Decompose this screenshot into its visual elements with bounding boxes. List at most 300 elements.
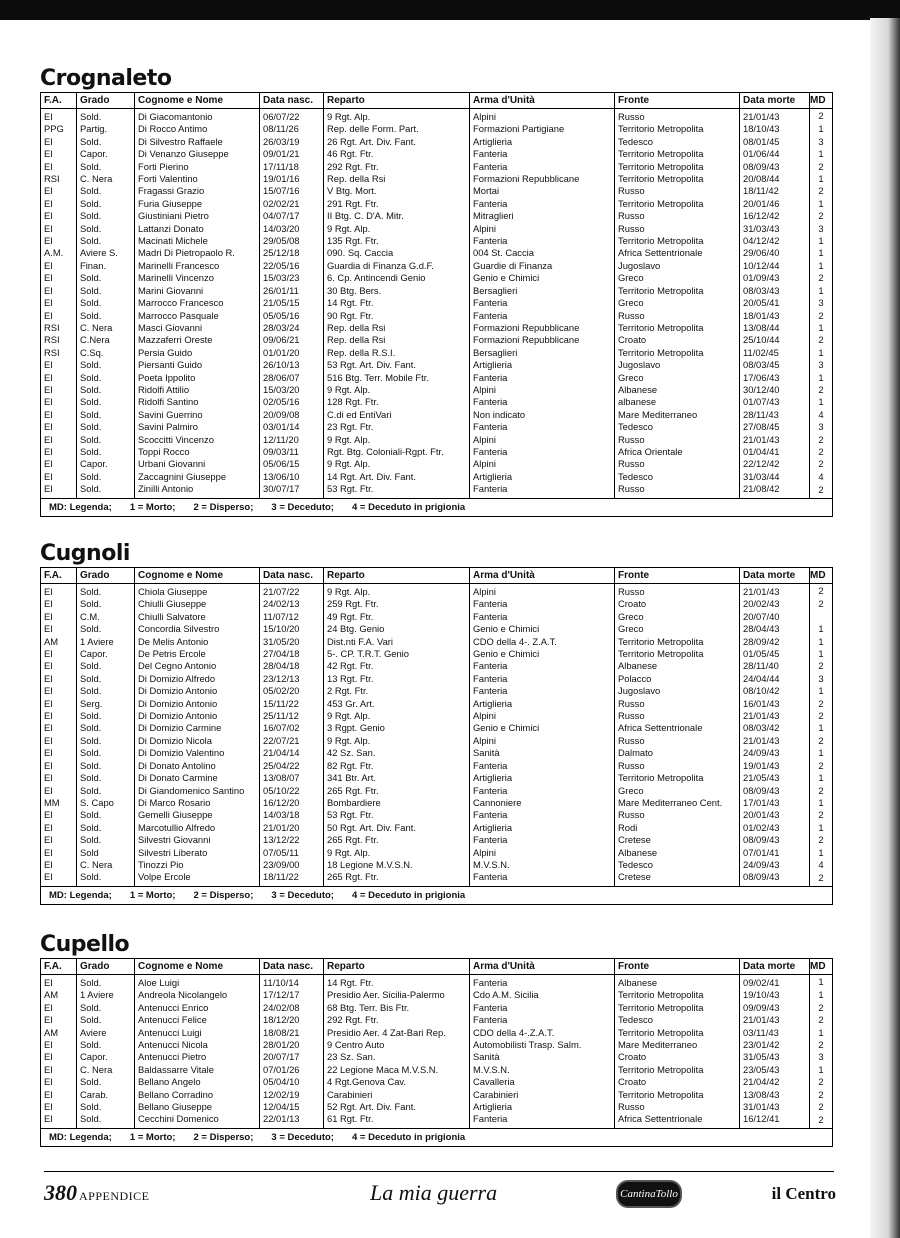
cell-reparto: 22 Legione Maca M.V.S.N. xyxy=(324,1064,470,1076)
cell-fronte: Africa Settentrionale xyxy=(615,722,740,734)
cell-fronte: Territorio Metropolita xyxy=(615,322,740,334)
cell-fronte: Territorio Metropolita xyxy=(615,1002,740,1014)
cell-fronte: Tedesco xyxy=(615,1014,740,1026)
cell-nasc: 20/09/08 xyxy=(260,409,324,421)
cell-nome: Mazzaferri Oreste xyxy=(135,334,260,346)
table-row xyxy=(41,322,833,334)
cell-grado: S. Capo xyxy=(77,797,135,809)
table-row xyxy=(41,989,833,1001)
cell-fa: EI xyxy=(41,483,77,498)
table-row xyxy=(41,673,833,685)
cell-arma: Artiglieria xyxy=(470,1101,615,1113)
cell-morte: 20/07/40 xyxy=(740,611,810,623)
cell-morte: 21/01/43 xyxy=(740,434,810,446)
cell-nome: Savini Palmiro xyxy=(135,421,260,433)
cell-fa: EI xyxy=(41,822,77,834)
cell-reparto: 18 Legione M.V.S.N. xyxy=(324,859,470,871)
cell-reparto: Rep. della R.S.I. xyxy=(324,347,470,359)
cell-nasc: 11/10/14 xyxy=(260,975,324,990)
cell-fronte: Greco xyxy=(615,785,740,797)
cell-fa: EI xyxy=(41,760,77,772)
cell-fronte: Mare Mediterraneo xyxy=(615,409,740,421)
cell-nome: Persia Guido xyxy=(135,347,260,359)
cell-nome: Antenucci Felice xyxy=(135,1014,260,1026)
cell-fa: EI xyxy=(41,1113,77,1128)
cell-nasc: 06/07/22 xyxy=(260,109,324,124)
cell-grado: Sold. xyxy=(77,384,135,396)
cell-nasc: 12/04/15 xyxy=(260,1101,324,1113)
cell-morte: 08/10/42 xyxy=(740,685,810,697)
table-row xyxy=(41,710,833,722)
cell-grado: Sold. xyxy=(77,760,135,772)
cell-morte: 24/09/43 xyxy=(740,859,810,871)
cell-fa: EI xyxy=(41,471,77,483)
cell-arma: Formazioni Repubblicane xyxy=(470,322,615,334)
cell-fa: EI xyxy=(41,1101,77,1113)
cell-reparto: 14 Rgt. Ftr. xyxy=(324,297,470,309)
cell-fronte: Russo xyxy=(615,210,740,222)
cell-arma: Cavalleria xyxy=(470,1076,615,1088)
cell-md: 2 xyxy=(810,584,833,599)
column-header-fa: F.A. xyxy=(41,959,77,975)
cell-morte: 28/11/40 xyxy=(740,660,810,672)
cell-fa: EI xyxy=(41,272,77,284)
cell-fronte: Russo xyxy=(615,584,740,599)
cell-nome: Marinelli Vincenzo xyxy=(135,272,260,284)
cell-nasc: 17/11/18 xyxy=(260,161,324,173)
cell-md: 1 xyxy=(810,989,833,1001)
cell-md: 4 xyxy=(810,409,833,421)
cell-fronte: Russo xyxy=(615,483,740,498)
cell-morte: 16/12/42 xyxy=(740,210,810,222)
cell-morte: 13/08/44 xyxy=(740,322,810,334)
cell-grado: Sold. xyxy=(77,310,135,322)
cell-fa: EI xyxy=(41,1014,77,1026)
cell-nasc: 15/10/20 xyxy=(260,623,324,635)
cell-morte: 08/09/43 xyxy=(740,834,810,846)
cell-nome: Tinozzi Pio xyxy=(135,859,260,871)
cell-md: 2 xyxy=(810,334,833,346)
table-row xyxy=(41,636,833,648)
cell-grado: Sold. xyxy=(77,735,135,747)
cell-nome: Silvestri Giovanni xyxy=(135,834,260,846)
column-header-morte: Data morte xyxy=(740,568,810,584)
cell-fronte: Rodi xyxy=(615,822,740,834)
table-row xyxy=(41,785,833,797)
cell-grado: Sold. xyxy=(77,1076,135,1088)
cell-morte: 21/01/43 xyxy=(740,1014,810,1026)
cell-nasc: 04/07/17 xyxy=(260,210,324,222)
cell-reparto: Carabinieri xyxy=(324,1089,470,1101)
cell-arma: Genio e Chimici xyxy=(470,272,615,284)
cell-reparto: 13 Rgt. Ftr. xyxy=(324,673,470,685)
cell-morte: 09/02/41 xyxy=(740,975,810,990)
cell-nome: Marrocco Francesco xyxy=(135,297,260,309)
cell-nome: Chiola Giuseppe xyxy=(135,584,260,599)
cell-grado: Sold xyxy=(77,847,135,859)
cell-morte: 11/02/45 xyxy=(740,347,810,359)
table-row xyxy=(41,483,833,498)
cell-fronte: Greco xyxy=(615,623,740,635)
cell-nasc: 26/01/11 xyxy=(260,285,324,297)
table-row xyxy=(41,272,833,284)
book-title: La mia guerra xyxy=(370,1180,498,1205)
cell-grado: Sold. xyxy=(77,223,135,235)
cell-reparto: Rep. della Rsi xyxy=(324,334,470,346)
cell-md: 4 xyxy=(810,471,833,483)
cell-nome: Giustiniani Pietro xyxy=(135,210,260,222)
cell-fronte: Jugoslavo xyxy=(615,359,740,371)
cell-reparto: 265 Rgt. Ftr. xyxy=(324,871,470,886)
cell-nasc: 29/05/08 xyxy=(260,235,324,247)
cell-reparto: 341 Btr. Art. xyxy=(324,772,470,784)
table-row xyxy=(41,235,833,247)
cell-arma: Genio e Chimici xyxy=(470,623,615,635)
cell-reparto: 9 Rgt. Alp. xyxy=(324,847,470,859)
table-row xyxy=(41,434,833,446)
cell-nasc: 05/06/15 xyxy=(260,458,324,470)
cell-morte: 18/11/42 xyxy=(740,185,810,197)
cell-reparto: 46 Rgt. Ftr. xyxy=(324,148,470,160)
cell-reparto: 9 Rgt. Alp. xyxy=(324,710,470,722)
cell-arma: Fanteria xyxy=(470,483,615,498)
cell-arma: Alpini xyxy=(470,458,615,470)
cell-md: 1 xyxy=(810,235,833,247)
cell-fa: EI xyxy=(41,1051,77,1063)
cell-md: 1 xyxy=(810,822,833,834)
section-title: Cugnoli xyxy=(40,541,130,566)
cell-reparto: Rep. delle Form. Part. xyxy=(324,123,470,135)
cell-morte: 08/03/43 xyxy=(740,285,810,297)
cell-fa: EI xyxy=(41,1089,77,1101)
cell-fa: EI xyxy=(41,710,77,722)
cell-reparto: Dist.nti F.A. Vari xyxy=(324,636,470,648)
cell-arma: Fanteria xyxy=(470,235,615,247)
cell-nasc: 02/05/16 xyxy=(260,396,324,408)
cell-grado: Sold. xyxy=(77,1101,135,1113)
cell-morte: 28/11/43 xyxy=(740,409,810,421)
cell-nome: De Petris Ercole xyxy=(135,648,260,660)
cell-fronte: Russo xyxy=(615,698,740,710)
cell-nasc: 21/04/14 xyxy=(260,747,324,759)
cell-nasc: 24/02/13 xyxy=(260,598,324,610)
cell-md: 1 xyxy=(810,797,833,809)
cell-morte: 19/10/43 xyxy=(740,989,810,1001)
cell-nasc: 22/01/13 xyxy=(260,1113,324,1128)
legend-item: 4 = Deceduto in prigionia xyxy=(351,1131,466,1143)
cell-arma: Fanteria xyxy=(470,611,615,623)
cell-md: 2 xyxy=(810,834,833,846)
cell-md: 1 xyxy=(810,372,833,384)
cell-morte: 24/09/43 xyxy=(740,747,810,759)
cell-nome: Antenucci Nicola xyxy=(135,1039,260,1051)
cell-md: 2 xyxy=(810,384,833,396)
cell-reparto: 30 Btg. Bers. xyxy=(324,285,470,297)
cell-grado: Sold. xyxy=(77,710,135,722)
legend-item: 3 = Deceduto; xyxy=(271,501,334,513)
cell-fronte: Croato xyxy=(615,1076,740,1088)
cell-fa: EI xyxy=(41,235,77,247)
md-legend xyxy=(40,1129,833,1147)
cell-reparto: 9 Rgt. Alp. xyxy=(324,458,470,470)
cell-md: 2 xyxy=(810,660,833,672)
cell-fronte: Africa Settentrionale xyxy=(615,247,740,259)
cell-morte: 31/05/43 xyxy=(740,1051,810,1063)
cell-morte: 20/08/44 xyxy=(740,173,810,185)
cell-arma: Fanteria xyxy=(470,660,615,672)
cell-fronte: Albanese xyxy=(615,975,740,990)
register-table xyxy=(40,958,833,1129)
cell-fa: EI xyxy=(41,1064,77,1076)
cell-arma: Sanità xyxy=(470,747,615,759)
cell-md: 1 xyxy=(810,685,833,697)
cell-reparto: 68 Btg. Terr. Bis Ftr. xyxy=(324,1002,470,1014)
table-row xyxy=(41,136,833,148)
cell-fa: EI xyxy=(41,1076,77,1088)
cell-morte: 13/08/43 xyxy=(740,1089,810,1101)
cell-md: 2 xyxy=(810,272,833,284)
cell-nasc: 11/07/12 xyxy=(260,611,324,623)
cell-nome: Zaccagnini Giuseppe xyxy=(135,471,260,483)
cell-fronte: Croato xyxy=(615,1051,740,1063)
cell-arma: Mitraglieri xyxy=(470,210,615,222)
cell-fa: EI xyxy=(41,584,77,599)
cell-nasc: 25/11/12 xyxy=(260,710,324,722)
cell-grado: Finan. xyxy=(77,260,135,272)
md-legend xyxy=(40,887,833,905)
table-row xyxy=(41,260,833,272)
cell-morte: 07/01/41 xyxy=(740,847,810,859)
cell-grado: Sold. xyxy=(77,359,135,371)
column-header-fronte: Fronte xyxy=(615,959,740,975)
cell-fronte: Mare Mediterraneo xyxy=(615,1039,740,1051)
table-row xyxy=(41,735,833,747)
cell-grado: Sold. xyxy=(77,871,135,886)
cell-fronte: Africa Settentrionale xyxy=(615,1113,740,1128)
cell-morte: 08/03/42 xyxy=(740,722,810,734)
table-row xyxy=(41,722,833,734)
cell-reparto: C.di ed EntiVari xyxy=(324,409,470,421)
cell-grado: Sold. xyxy=(77,210,135,222)
cell-arma: Formazioni Partigiane xyxy=(470,123,615,135)
cell-md: 1 xyxy=(810,347,833,359)
cell-fronte: Territorio Metropolita xyxy=(615,648,740,660)
cell-fa: EI xyxy=(41,685,77,697)
cell-grado: Sold. xyxy=(77,834,135,846)
cell-nasc: 13/08/07 xyxy=(260,772,324,784)
table-row xyxy=(41,1027,833,1039)
table-row xyxy=(41,285,833,297)
column-header-md: MD xyxy=(810,93,833,109)
legend-label: MD: Legenda; xyxy=(49,889,112,901)
table-row xyxy=(41,1002,833,1014)
register-table xyxy=(40,92,833,499)
footer-rule xyxy=(44,1171,834,1172)
cell-md: 1 xyxy=(810,847,833,859)
cell-fronte: Tedesco xyxy=(615,421,740,433)
cell-fronte: Russo xyxy=(615,185,740,197)
table-row xyxy=(41,584,833,599)
cell-morte: 01/02/43 xyxy=(740,822,810,834)
cell-arma: Artiglieria xyxy=(470,772,615,784)
cell-nasc: 26/03/19 xyxy=(260,136,324,148)
table-row xyxy=(41,685,833,697)
cell-fa: EI xyxy=(41,396,77,408)
cell-fa: EI xyxy=(41,722,77,734)
cell-morte: 01/04/41 xyxy=(740,446,810,458)
cell-grado: C. Nera xyxy=(77,173,135,185)
table-row xyxy=(41,648,833,660)
cell-nasc: 16/07/02 xyxy=(260,722,324,734)
cell-nome: Marinelli Francesco xyxy=(135,260,260,272)
cell-nome: Antenucci Luigi xyxy=(135,1027,260,1039)
cell-nome: Madri Di Pietropaolo R. xyxy=(135,247,260,259)
cell-fronte: Territorio Metropolita xyxy=(615,198,740,210)
cell-fa: EI xyxy=(41,735,77,747)
cell-fa: EI xyxy=(41,673,77,685)
cell-md: 3 xyxy=(810,673,833,685)
cell-nasc: 22/05/16 xyxy=(260,260,324,272)
cell-md: 2 xyxy=(810,1089,833,1101)
cell-nome: Cecchini Domenico xyxy=(135,1113,260,1128)
table-row xyxy=(41,384,833,396)
cell-fronte: Albanese xyxy=(615,847,740,859)
cell-morte: 08/01/45 xyxy=(740,136,810,148)
cell-nome: Del Cegno Antonio xyxy=(135,660,260,672)
cell-grado: Sold. xyxy=(77,483,135,498)
cell-md: 2 xyxy=(810,210,833,222)
cell-reparto: 9 Rgt. Alp. xyxy=(324,384,470,396)
table-row xyxy=(41,372,833,384)
cell-nasc: 28/04/18 xyxy=(260,660,324,672)
cell-grado: Sold. xyxy=(77,434,135,446)
cell-fronte: Territorio Metropolita xyxy=(615,161,740,173)
cell-arma: Artiglieria xyxy=(470,136,615,148)
cell-arma: Fanteria xyxy=(470,396,615,408)
cell-md: 2 xyxy=(810,598,833,610)
table-row xyxy=(41,347,833,359)
cell-arma: Fanteria xyxy=(470,1113,615,1128)
cell-nome: Savini Guerrino xyxy=(135,409,260,421)
cell-reparto: Rep. della Rsi xyxy=(324,173,470,185)
cell-arma: Fanteria xyxy=(470,785,615,797)
cell-fa: EI xyxy=(41,210,77,222)
cell-nasc: 20/07/17 xyxy=(260,1051,324,1063)
cell-md: 2 xyxy=(810,185,833,197)
cell-reparto: Guardia di Finanza G.d.F. xyxy=(324,260,470,272)
cell-arma: Fanteria xyxy=(470,161,615,173)
table-row xyxy=(41,1064,833,1076)
cell-fronte: Russo xyxy=(615,434,740,446)
cell-arma: Fanteria xyxy=(470,372,615,384)
table-row xyxy=(41,409,833,421)
table-header-row xyxy=(41,93,833,109)
table-row xyxy=(41,1089,833,1101)
column-header-fa: F.A. xyxy=(41,568,77,584)
cell-md: 1 xyxy=(810,148,833,160)
column-header-fa: F.A. xyxy=(41,93,77,109)
cell-arma: Sanità xyxy=(470,1051,615,1063)
cell-fronte: Croato xyxy=(615,334,740,346)
cell-morte: 01/07/43 xyxy=(740,396,810,408)
cell-arma: Bersaglieri xyxy=(470,285,615,297)
cell-grado: Sold. xyxy=(77,235,135,247)
cell-fronte: Territorio Metropolita xyxy=(615,123,740,135)
page-edge-shadow xyxy=(870,18,900,1238)
cell-arma: Fanteria xyxy=(470,1002,615,1014)
cell-nome: Piersanti Guido xyxy=(135,359,260,371)
cell-grado: C. Nera xyxy=(77,322,135,334)
cell-fa: EI xyxy=(41,421,77,433)
cell-reparto: 82 Rgt. Ftr. xyxy=(324,760,470,772)
cell-grado: Sold. xyxy=(77,1014,135,1026)
cell-nasc: 18/11/22 xyxy=(260,871,324,886)
cell-fronte: Territorio Metropolita xyxy=(615,347,740,359)
table-row xyxy=(41,760,833,772)
cell-reparto: 9 Rgt. Alp. xyxy=(324,434,470,446)
cell-fa: EI xyxy=(41,772,77,784)
table-row xyxy=(41,1014,833,1026)
cell-nome: Chiulli Giuseppe xyxy=(135,598,260,610)
cell-nome: Di Silvestro Raffaele xyxy=(135,136,260,148)
cell-fa: PPG xyxy=(41,123,77,135)
cell-arma: Fanteria xyxy=(470,834,615,846)
cell-arma: Alpini xyxy=(470,710,615,722)
cell-reparto: 128 Rgt. Ftr. xyxy=(324,396,470,408)
cell-fa: EI xyxy=(41,809,77,821)
table-row xyxy=(41,148,833,160)
cell-morte: 28/09/42 xyxy=(740,636,810,648)
cell-morte: 31/01/43 xyxy=(740,1101,810,1113)
section-cugnoli xyxy=(40,541,832,905)
cell-grado: Sold. xyxy=(77,421,135,433)
table-row xyxy=(41,173,833,185)
cell-md: 1 xyxy=(810,247,833,259)
cell-fronte: Mare Mediterraneo Cent. xyxy=(615,797,740,809)
cell-md: 2 xyxy=(810,698,833,710)
cell-grado: Sold. xyxy=(77,673,135,685)
table-row xyxy=(41,310,833,322)
cell-morte: 01/06/44 xyxy=(740,148,810,160)
cell-grado: Sold. xyxy=(77,1113,135,1128)
cell-grado: Sold. xyxy=(77,975,135,990)
table-row xyxy=(41,1076,833,1088)
cell-nome: Di Domizio Antonio xyxy=(135,710,260,722)
cell-nasc: 18/12/20 xyxy=(260,1014,324,1026)
cell-md: 1 xyxy=(810,636,833,648)
cell-nome: Ridolfi Santino xyxy=(135,396,260,408)
table-row xyxy=(41,1039,833,1051)
cell-morte: 20/01/46 xyxy=(740,198,810,210)
cell-morte: 18/10/43 xyxy=(740,123,810,135)
cell-grado: Capor. xyxy=(77,148,135,160)
table-row xyxy=(41,611,833,623)
cell-fronte: Russo xyxy=(615,1101,740,1113)
legend-label: MD: Legenda; xyxy=(49,501,112,513)
cell-reparto: Presidio Aer. Sicilia-Palermo xyxy=(324,989,470,1001)
table-row xyxy=(41,446,833,458)
table-row xyxy=(41,359,833,371)
cell-fa: EI xyxy=(41,434,77,446)
cell-grado: Sold. xyxy=(77,822,135,834)
cell-fronte: Russo xyxy=(615,458,740,470)
cell-nome: Marrocco Pasquale xyxy=(135,310,260,322)
table-row xyxy=(41,834,833,846)
cell-reparto: 292 Rgt. Ftr. xyxy=(324,161,470,173)
cell-nome: Macinati Michele xyxy=(135,235,260,247)
column-header-grado: Grado xyxy=(77,959,135,975)
cell-md: 1 xyxy=(810,285,833,297)
